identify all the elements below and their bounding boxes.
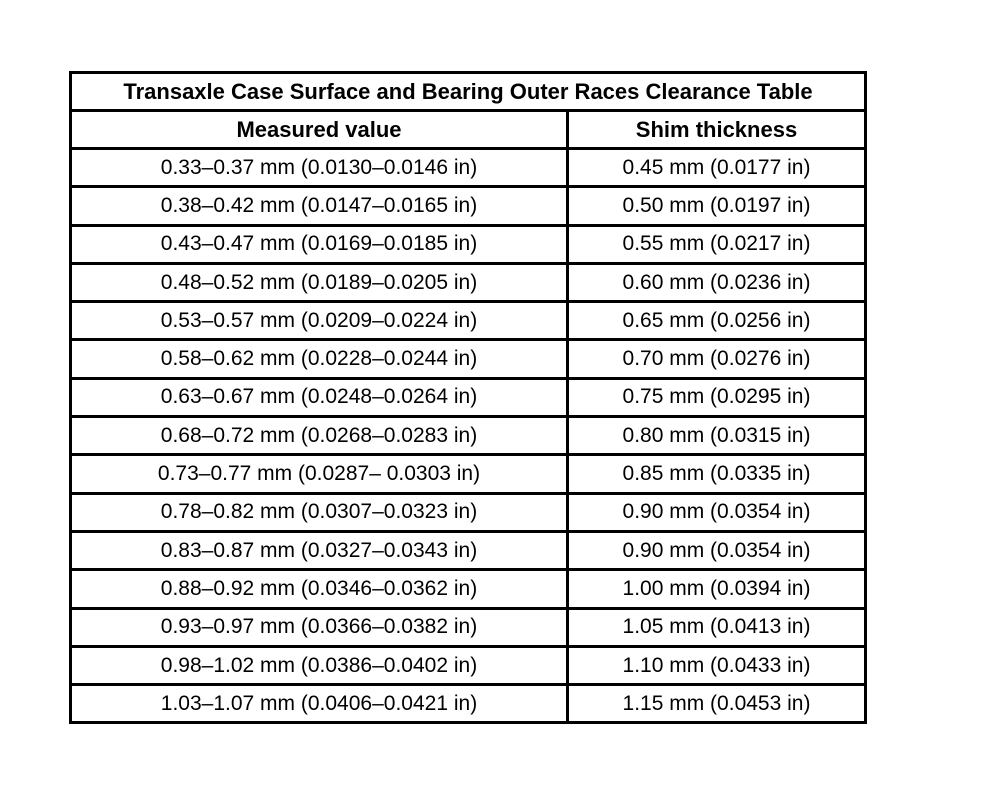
table-title-row bbox=[71, 73, 866, 111]
table-row bbox=[71, 340, 866, 378]
measured-value-cell: 0.63–0.67 mm (0.0248–0.0264 in) bbox=[71, 378, 568, 416]
column-header-shim-thickness: Shim thickness bbox=[568, 111, 866, 149]
shim-thickness-cell: 0.90 mm (0.0354 in) bbox=[568, 531, 866, 569]
table-row bbox=[71, 608, 866, 646]
shim-thickness-cell: 1.05 mm (0.0413 in) bbox=[568, 608, 866, 646]
table-row bbox=[71, 149, 866, 187]
shim-thickness-cell: 0.65 mm (0.0256 in) bbox=[568, 302, 866, 340]
shim-thickness-cell: 1.15 mm (0.0453 in) bbox=[568, 685, 866, 723]
shim-thickness-cell: 0.45 mm (0.0177 in) bbox=[568, 149, 866, 187]
table-row bbox=[71, 570, 866, 608]
measured-value-cell: 0.48–0.52 mm (0.0189–0.0205 in) bbox=[71, 263, 568, 301]
table-row bbox=[71, 263, 866, 301]
measured-value-cell: 0.58–0.62 mm (0.0228–0.0244 in) bbox=[71, 340, 568, 378]
table-row bbox=[71, 685, 866, 723]
table-body bbox=[71, 149, 866, 723]
shim-thickness-cell: 0.75 mm (0.0295 in) bbox=[568, 378, 866, 416]
table-row bbox=[71, 531, 866, 569]
shim-thickness-cell: 0.70 mm (0.0276 in) bbox=[568, 340, 866, 378]
table-row bbox=[71, 646, 866, 684]
column-header-measured-value: Measured value bbox=[71, 111, 568, 149]
shim-thickness-cell: 1.10 mm (0.0433 in) bbox=[568, 646, 866, 684]
table-row bbox=[71, 378, 866, 416]
shim-thickness-cell: 1.00 mm (0.0394 in) bbox=[568, 570, 866, 608]
shim-thickness-cell: 0.80 mm (0.0315 in) bbox=[568, 417, 866, 455]
shim-thickness-cell: 0.85 mm (0.0335 in) bbox=[568, 455, 866, 493]
clearance-table bbox=[69, 71, 867, 724]
table-row bbox=[71, 302, 866, 340]
measured-value-cell: 0.88–0.92 mm (0.0346–0.0362 in) bbox=[71, 570, 568, 608]
measured-value-cell: 0.38–0.42 mm (0.0147–0.0165 in) bbox=[71, 187, 568, 225]
table-row bbox=[71, 493, 866, 531]
measured-value-cell: 0.93–0.97 mm (0.0366–0.0382 in) bbox=[71, 608, 568, 646]
table-title: Transaxle Case Surface and Bearing Outer Races Clearance Table bbox=[71, 73, 866, 111]
measured-value-cell: 0.53–0.57 mm (0.0209–0.0224 in) bbox=[71, 302, 568, 340]
table-header-row bbox=[71, 111, 866, 149]
table-row bbox=[71, 455, 866, 493]
table-row bbox=[71, 225, 866, 263]
measured-value-cell: 0.98–1.02 mm (0.0386–0.0402 in) bbox=[71, 646, 568, 684]
measured-value-cell: 0.43–0.47 mm (0.0169–0.0185 in) bbox=[71, 225, 568, 263]
measured-value-cell: 1.03–1.07 mm (0.0406–0.0421 in) bbox=[71, 685, 568, 723]
table-row bbox=[71, 187, 866, 225]
measured-value-cell: 0.68–0.72 mm (0.0268–0.0283 in) bbox=[71, 417, 568, 455]
measured-value-cell: 0.33–0.37 mm (0.0130–0.0146 in) bbox=[71, 149, 568, 187]
shim-thickness-cell: 0.60 mm (0.0236 in) bbox=[568, 263, 866, 301]
measured-value-cell: 0.73–0.77 mm (0.0287– 0.0303 in) bbox=[71, 455, 568, 493]
measured-value-cell: 0.83–0.87 mm (0.0327–0.0343 in) bbox=[71, 531, 568, 569]
shim-thickness-cell: 0.55 mm (0.0217 in) bbox=[568, 225, 866, 263]
table-row bbox=[71, 417, 866, 455]
measured-value-cell: 0.78–0.82 mm (0.0307–0.0323 in) bbox=[71, 493, 568, 531]
shim-thickness-cell: 0.90 mm (0.0354 in) bbox=[568, 493, 866, 531]
shim-thickness-cell: 0.50 mm (0.0197 in) bbox=[568, 187, 866, 225]
clearance-table-container bbox=[69, 71, 864, 724]
